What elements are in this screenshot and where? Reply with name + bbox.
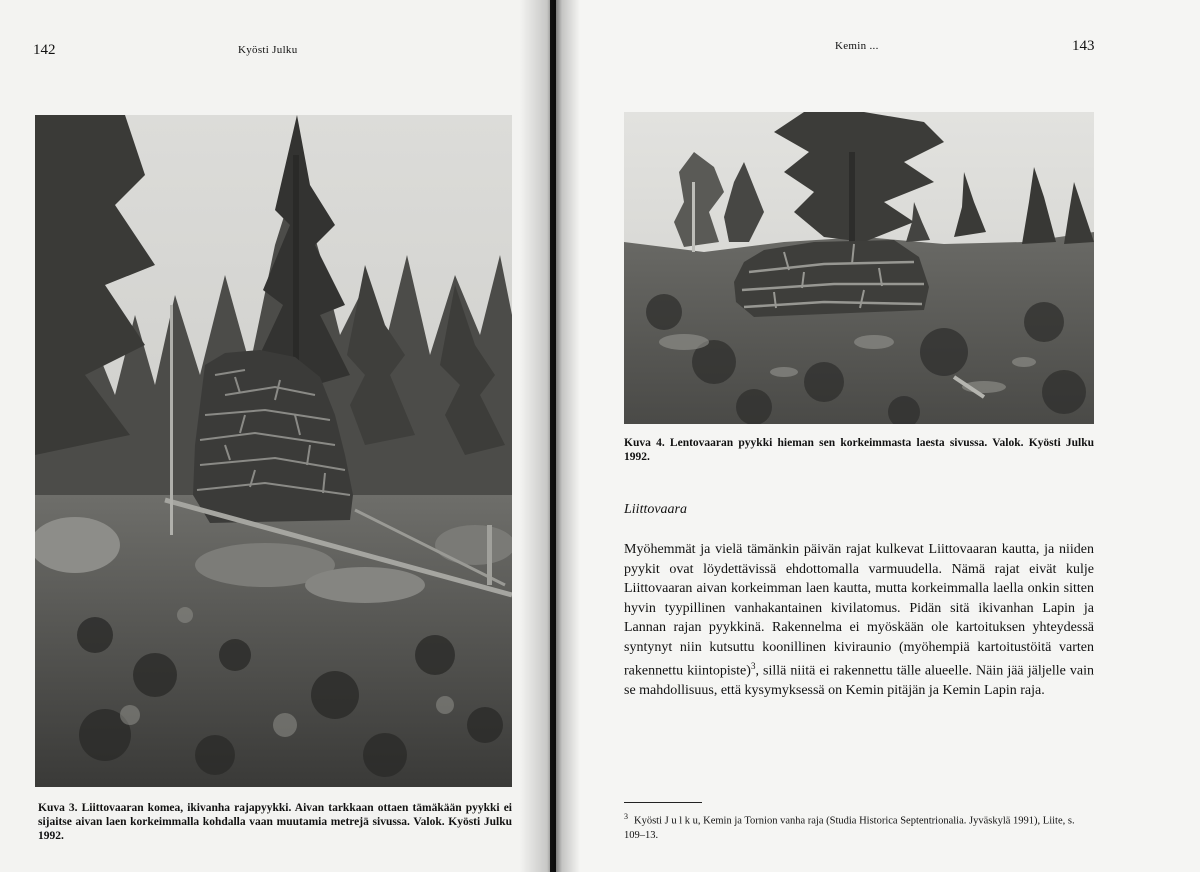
right-running-head: Kemin ...: [835, 40, 879, 52]
body-text-end: , sillä niitä ei rakennettu tälle alueelle. Näin jää jäljelle vain se mahdollisuus, että kysymyksessä on Kemin pitäjän ja Kemin Lapin raja.: [624, 663, 1094, 699]
footnote-text: Kyösti J u l k u, Kemin ja Tornion vanha raja (Studia Historica Septentrionalia. Jyväskylä 1991), Liite, s. 109–13.: [624, 815, 1075, 841]
left-page: [0, 0, 550, 872]
right-photo-caption: Kuva 4. Lentovaaran pyykki hieman sen korkeimmasta laesta sivussa. Valok. Kyösti Julku 1992.: [624, 437, 1094, 463]
photo-cairn-lentovaara: [624, 112, 1094, 424]
footnote-rule: [624, 802, 702, 803]
footnote-reference: 3: [750, 661, 756, 671]
right-page-number: 143: [1072, 38, 1095, 54]
photo-cairn-lentovaara-image: [624, 112, 1094, 424]
left-page-number: 142: [33, 42, 56, 58]
left-running-head: Kyösti Julku: [238, 44, 298, 56]
body-paragraph: [624, 540, 1094, 701]
section-heading: Liittovaara: [624, 502, 688, 517]
body-text-main: Myöhemmät ja vielä tämänkin päivän rajat kulkevat Liittovaaran kautta, ja niiden pyykit ovat löydettävissä ehdottomalla varmuudella. Nämä rajat eivät kulje Liittovaaran aivan korkeimman laen kautta, mutta korkeimmalla laella onkin sitten hyvin tyypillinen vanhakantainen kivilatomus. Pidän sitä ikivanhan Lapin ja Lannan rajan pyykkinä. Rakennelma ei myöskään ole kartoituksen yhteydessä syntynyt niin kutsuttu koonillinen kiviraunio (myöhempiä kartoitustöitä varten rakennettu kiintopiste): [624, 542, 1094, 679]
footnote-number: 3: [624, 812, 628, 821]
left-photo-caption: Kuva 3. Liittovaaran komea, ikivanha rajapyykki. Aivan tarkkaan ottaen tämäkään pyykki ei sijaitse aivan laen korkeimmalla kohdalla vaan muutamia metrejä sivussa. Valok. Kyösti Julku 1992.: [38, 802, 512, 842]
footnote: [624, 810, 1096, 843]
photo-cairn-liittovaara-image: [35, 115, 512, 787]
right-page: [556, 0, 1200, 872]
body-paragraph-text: [624, 540, 1094, 701]
photo-cairn-liittovaara: [35, 115, 512, 787]
